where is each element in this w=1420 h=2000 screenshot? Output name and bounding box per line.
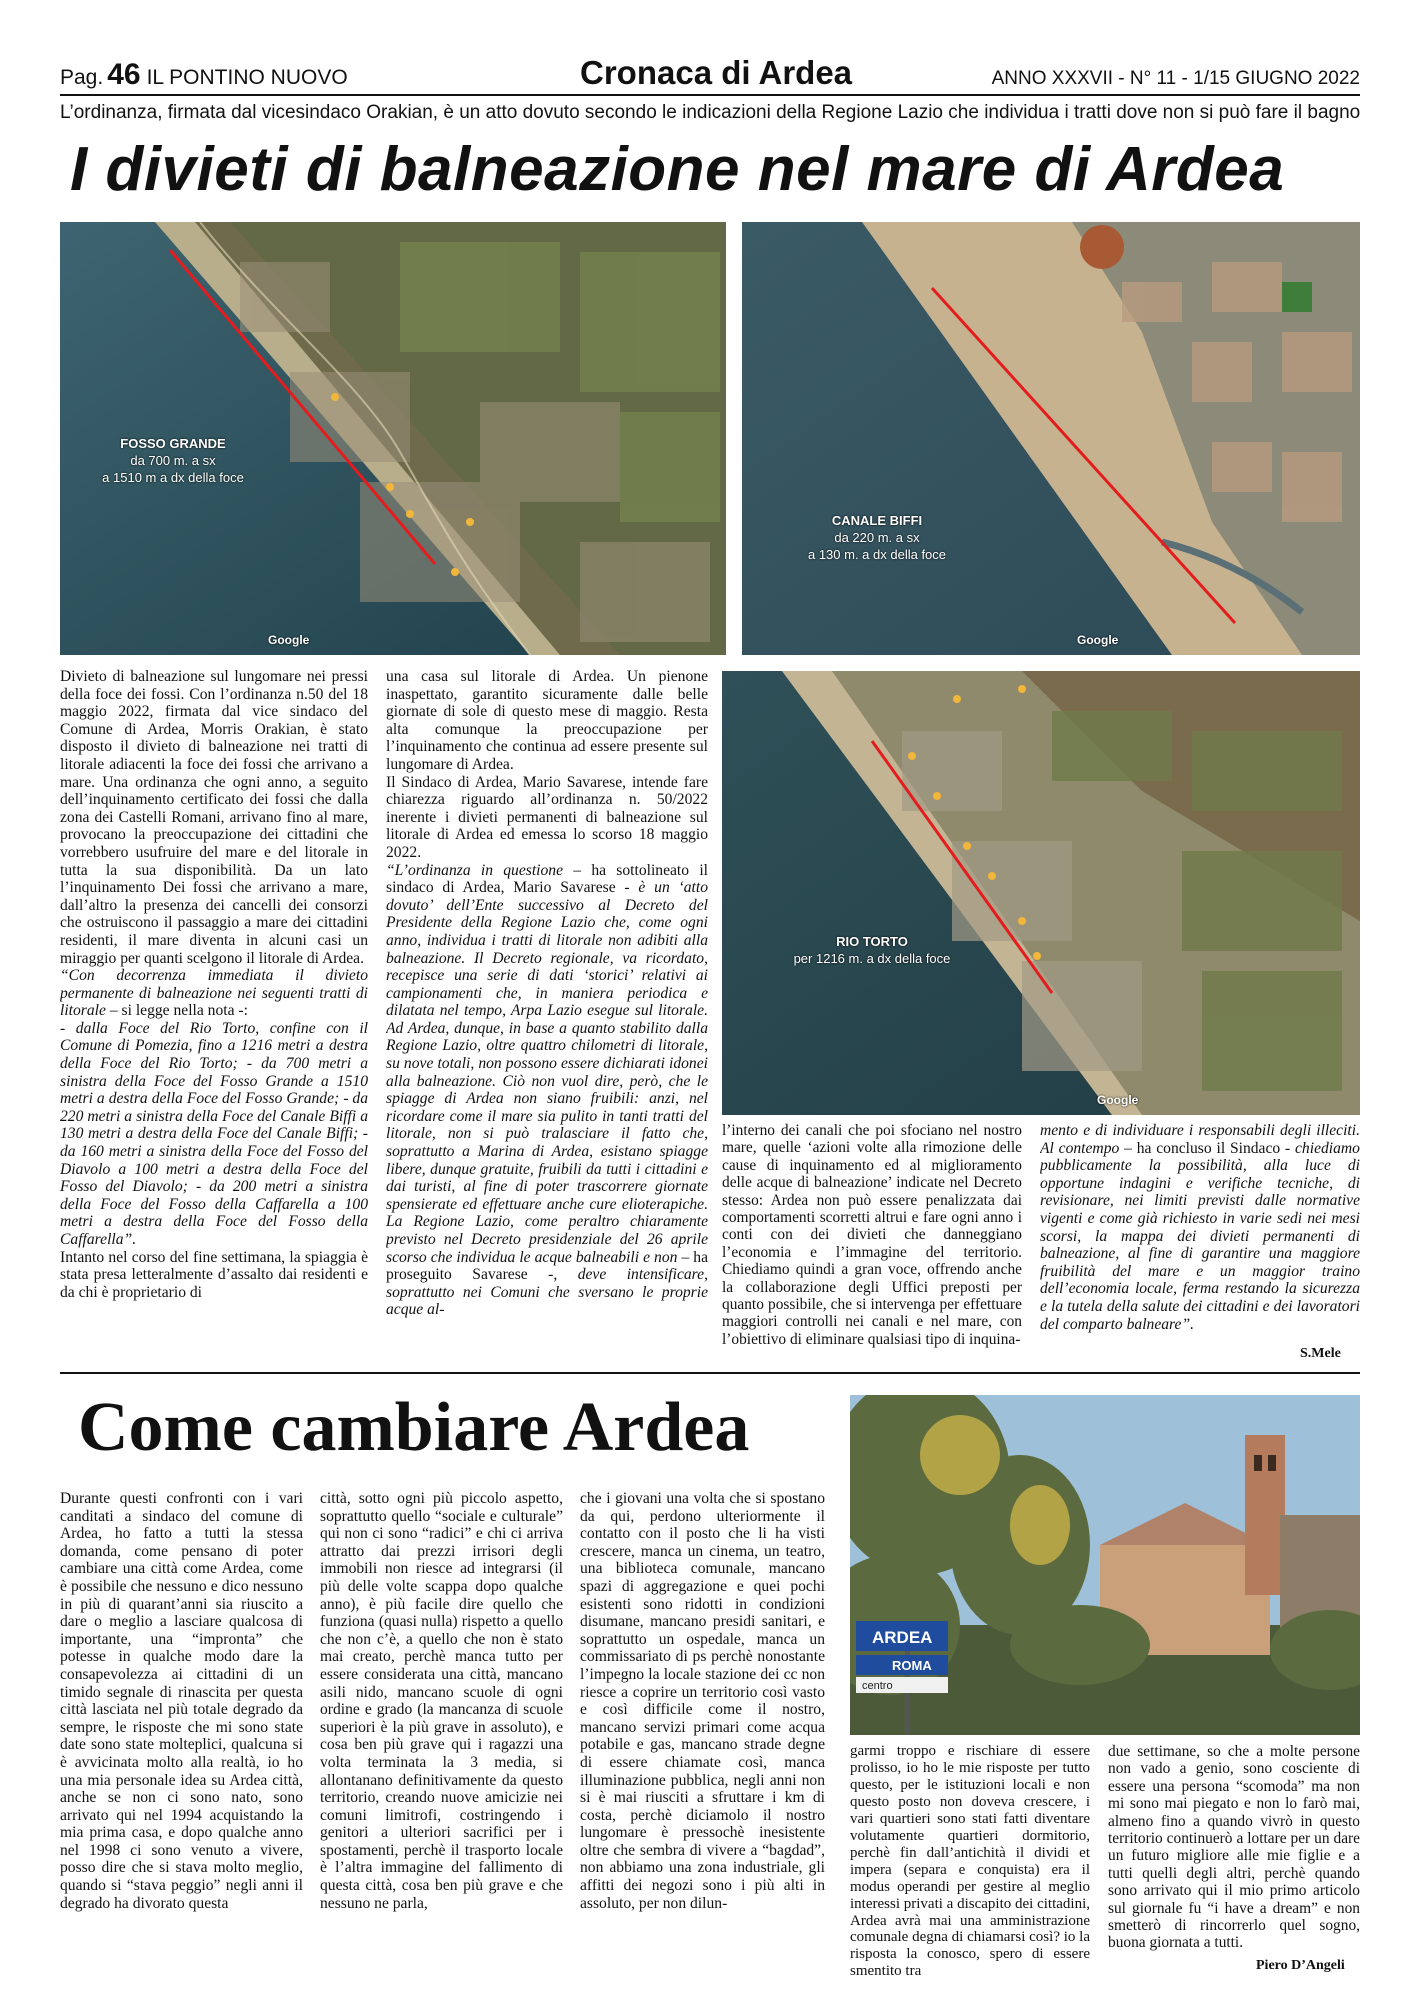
quote-attribution: – si legge nella nota -: (105, 1002, 248, 1020)
quote-text: “Con decorrenza immediata il divieto permanente di balneazione nei seguenti tratti di litorale (60, 967, 368, 1020)
quote-text: chiediamo pubblicamente la possibilità, alla luce di opportune indagini e verifiche tecniche, di revisionare, nei limiti previsti dalle normative vigenti e come già richiesto in varie sedi nei mesi scorsi, la mappa dei divieti permanenti di balneazione, al fine di garantire una maggiore fruibilità del mare e un maggior traino dell’economia locale, ferma restando la sicurezza e la tutela della salute dei cittadini e dei lavoratori del comparto balneare”. (1040, 1139, 1360, 1333)
page-number: 46 (107, 58, 141, 91)
google-credit: Google (268, 633, 310, 647)
map-caption (777, 933, 967, 967)
map-caption-line1: da 220 m. a sx (834, 530, 920, 545)
map-caption-title: RIO TORTO (836, 934, 908, 949)
map-caption-line2: a 1510 m a dx della foce (102, 470, 244, 485)
map-caption-title: FOSSO GRANDE (120, 436, 226, 451)
satellite-image (742, 222, 1360, 655)
quote-text: è un ‘atto dovuto’ dell’Ente successivo al Decreto del Presidente della Regione Lazio che, come ogni anno, individua i tratti di litorale non adibiti alla balneazione. Il Decreto regionale, va ricordato, recepisce una serie di dati ‘storici’ relativi ai campionamenti che, in maniera periodica e dilatata nel tempo, Arpa Lazio esegue sul litorale. Ad Ardea, dunque, in base a quanto stabilito dalla Regione Lazio, oltre quattro chilometri di litorale, su nove totali, non possono essere dichiarati idonei alla balneazione. Ciò non vuol dire, però, che le spiagge di Ardea non siano fruibili: anzi, nel ricordare come il mare sia pulito in tanti tratti del litorale, non si può tralasciare il fatto che, soprattutto a Marina di Ardea, esistano spiagge libere, dunque gratuite, fruibili da tutti i cittadini e dai turisti, al fine di poter trascorrere giornate spensierate ed effettuare anche cure elioterapiche. La Regione Lazio, come peraltro chiaramente previsto nel Decreto presidenziale del 26 aprile scorso che individua le acque balneabili e non (386, 879, 708, 1266)
map-caption-line1: da 700 m. a sx (130, 453, 216, 468)
article2-column-1 (60, 1490, 303, 1980)
map-caption-line1: per 1216 m. a dx della foce (793, 951, 951, 966)
map-caption (78, 435, 268, 486)
article2-column-5 (1108, 1743, 1360, 1953)
paragraph: garmi troppo e rischiare di essere prolisso, io ho le mie risposte per tutto questo, per le istituzioni locali e non questo posto non doveva crescere, i vari quartieri sono stati fatti diventare volutamente quartieri dormitorio, perchè fin dall’antichità il dividi et impera (separa e conquista) era il modus operandi per gestire al meglio interessi privati a discapito dei cittadini, Ardea avrà mai una amministrazione comunale degna di chiamarsi così? io la risposta la conosco, spero di essere smentito tra (850, 1743, 1090, 1980)
page-header (60, 54, 1360, 96)
paragraph (60, 967, 368, 1020)
issue-info: ANNO XXXVII - N° 11 - 1/15 GIUGNO 2022 (991, 68, 1360, 89)
paragraph: l’interno dei canali che poi sfociano nel nostro mare, quelle ‘azioni volte alla rimozione delle cause di inquinamento ed al miglioramento delle acque di balneazione’ indicate nel Decreto stesso: Ardea non può essere penalizzata dai comportamenti scorretti altrui e fare ogni anno i conti con dei divieti che danneggiano l’economia e l’immagine del territorio. Chiediamo quindi a gran voce, offrendo anche la collaborazione degli Uffici preposti per quanto possibile, che si intervenga per effettuare maggiori controlli nei canali e nel mare, con l’obiettivo di eliminare qualsiasi tipo di inquina- (722, 1122, 1022, 1348)
quote-text: mento e di individuare i responsabili degli illeciti. Al contempo (1040, 1122, 1360, 1157)
paragraph: Il Sindaco di Ardea, Mario Savarese, intende fare chiarezza riguardo all’ordinanza n. 50/2022 inerente i divieti permanenti di balneazione sul litorale di Ardea ed emessa lo scorso 18 maggio 2022. (386, 773, 708, 861)
pag-label: Pag. (60, 66, 104, 89)
google-credit: Google (1077, 633, 1119, 647)
article1-kicker: L’ordinanza, firmata dal vicesindaco Orakian, è un atto dovuto secondo le indicazioni della Regione Lazio che individua i tratti dove non si può fare il bagno (60, 102, 1361, 123)
map-caption (782, 512, 972, 563)
paragraph (386, 862, 708, 1319)
article1-column-2 (386, 668, 708, 1361)
paragraph (1040, 1122, 1360, 1333)
paragraph: città, sotto ogni più piccolo aspetto, soprattutto quello “sociale e culturale” qui non ci sono “radici” e chi ci arriva attratto dai prezzi irrisori degli immobili non riesce ad integrarsi (il più delle volte scappa dopo qualche anno), è più facile dire quello che funziona (quasi nulla) rispetto a quello che non c’è, a quello che non è stato mai creato, perchè manca tutto per essere considerata una città, mancano asili nido, mancano scuole di ogni ordine e grado (la mancanza di scuole superiori è la più grave in assoluto), e cosa ben più grave qui i ragazzi una volta terminata la 3 media, si allontanano definitivamente da questo territorio, creando nuove amicizie nei comuni limitrofi, costringendo i genitori a ulteriori sacrifici per i spostamenti, perchè il trasporto locale è l’altra immagine del fallimento di questa città, cosa ben più grave e che nessuno ne parla, (320, 1490, 563, 1912)
page-number-block (60, 58, 348, 92)
article1-column-4 (1040, 1122, 1360, 1350)
quote-text: deve intensificare, soprattutto nei Comuni che sversano le proprie acque al- (386, 1266, 708, 1319)
article2-headline: Come cambiare Ardea (78, 1389, 750, 1466)
sign-ardea: ARDEA (872, 1628, 933, 1647)
map-caption-title: CANALE BIFFI (831, 513, 923, 528)
article1-column-1 (60, 668, 368, 1361)
newspaper-name: IL PONTINO NUOVO (146, 66, 348, 89)
quote-attribution: – ha concluso il Sindaco - (1119, 1139, 1296, 1157)
map-rio-torto (722, 671, 1360, 1115)
article1-signature: S.Mele (1300, 1346, 1341, 1361)
paragraph: una casa sul litorale di Ardea. Un pienone inaspettato, garantito sicuramente dalle belle giornate di sole di questo mese di maggio. Resta alta comunque la preoccupazione per l’inquinamento che continua ad essere presente sul lungomare di Ardea. (386, 668, 708, 773)
paragraph: che i giovani una volta che si spostano da qui, perdono ulteriormente il contatto con il posto che li ha visti crescere, manca un cinema, un teatro, una biblioteca comunale, mancano spazi di aggregazione e quei pochi esistenti sono ridotti in condizioni disumane, mancano presidi sanitari, e soprattutto un ospedale, manca un commissariato di ps perchè nonostante l’impegno la locale stazione dei cc non riesce a coprire un territorio così vasto e così difficile come il nostro, mancano servizi primari come acqua potabile e gas, mancano strade degne di essere chiamate così, manca illuminazione pubblica, negli anni non si è mai riusciti a sfruttare i km di costa, perchè diciamolo il nostro lungomare è pressochè inesistente oltre che sembra di vivere a “bagdad”, non abbiamo una zona industriale, gli affitti dei negozi sono i più alti in assoluto, per non dilun- (580, 1490, 825, 1912)
paragraph: Durante questi confronti con i vari canditati a sindaco del comune di Ardea, ho fatto a tutti la stessa domanda, come pensano di poter cambiare una città come Ardea, come è possibile che nessuno e dico nessuno in più di quarant’anni sia riuscito a dare o meglio a lasciare qualcosa di importante, una “impronta” che potesse in qualche modo dare la consapevolezza ai cittadini di un timido segnale di rinascita per questa città lasciata nel più totale degrado da sempre, le risposte che mi sono state date sono state molteplici, qualcuna si è avvicinata molto alla realtà, io ho una mia personale idea su Ardea città, anche se non ci sono nato, sono arrivato qui nel 1994 acquistando la mia prima casa, e dopo qualche anno nel 1998 ci sono venuto a vivere, posso dire che si stava molto meglio, quando si “stava peggio” negli anni il degrado ha divorato questa (60, 1490, 303, 1912)
quote-text: “L’ordinanza in questione (386, 861, 564, 879)
paragraph: due settimane, so che a molte persone non vado a genio, sono cosciente di essere una persona “scomoda” ma non mi sono mai piegato e non lo farò mai, almeno fino a quando vivrò in questo territorio continuerò a lottare per un dare un futuro migliore alle mie figlie e a tutti quelli degli altri, perchè quando sono arrivato qui il mio primo articolo sul giornale fu “i have a dream” e non smetterò di rincorrerlo quel sogno, buona giornata a tutti. (1108, 1743, 1360, 1952)
quote-attribution: – ha sottolineato il sindaco di Ardea, Mario Savarese - (386, 861, 708, 897)
article2-column-4 (850, 1743, 1090, 1980)
google-credit: Google (1097, 1093, 1139, 1107)
article2-signature: Piero D’Angeli (1256, 1958, 1345, 1973)
satellite-image (722, 671, 1360, 1115)
prohibition-list: - dalla Foce del Rio Torto, confine con il Comune di Pomezia, fino a 1216 metri a destra della Foce del Rio Torto; - da 700 metri a sinistra della Foce del Fosso Grande a 1510 metri a destra della Foce del Fosso Grande; - da 220 metri a sinistra della Foce del Canale Biffi a 130 metri a destra della Foce del Canale Biffi; - da 160 metri a sinistra della Foce del Fosso del Diavolo a 100 metri a destra della Foce del Fosso del Diavolo; - da 200 metri a sinistra della Foce del Fosso della Caffarella a 100 metri a destra della Foce del Fosso della Caffarella”. (60, 1019, 368, 1248)
ardea-photo (850, 1395, 1360, 1735)
map-fosso-grande (60, 222, 726, 655)
article2-column-3 (580, 1490, 825, 1980)
sign-roma: ROMA (892, 1658, 932, 1673)
quote-attribution: – ha proseguito Savarese -, (386, 1248, 708, 1284)
photo-image (850, 1395, 1360, 1735)
sign-centro: centro (862, 1680, 893, 1692)
section-title: Cronaca di Ardea (580, 54, 853, 91)
article2-column-2 (320, 1490, 563, 1980)
article1-column-3 (722, 1122, 1022, 1362)
article1-headline: I divieti di balneazione nel mare di Ardea (70, 135, 1285, 204)
map-caption-line2: a 130 m. a dx della foce (807, 547, 947, 562)
paragraph: Divieto di balneazione sul lungomare nei pressi della foce dei fossi. Con l’ordinanza n.50 del 18 maggio 2022, firmata dal vice sindaco del Comune di Ardea, Morris Orakian, è stato disposto il divieto di balneazione nei tratti di litorale adiacenti la foce dei fossi che arrivano a mare. Una ordinanza che ogni anno, a seguito dell’inquinamento certificato dei fossi che dalla zona dei Castelli Romani, arrivano fino al mare, provocano la preoccupazione dei cittadini che vorrebbero usufruire del mare e del litorale in tutta la sua disponibilità. Da un lato l’inquinamento Dei fossi che arrivano a mare, dall’altro la presenza dei cancelli dei consorzi che ostruiscono il passaggio a mare dei cittadini residenti, il mare diventa in alcuni casi un miraggio per quanti scelgono il litorale di Ardea. (60, 668, 368, 967)
paragraph: Intanto nel corso del fine settimana, la spiaggia è stata presa letteralmente d’assalto dai residenti e da chi è proprietario di (60, 1248, 368, 1301)
map-canale-biffi (742, 222, 1360, 655)
article-separator (60, 1372, 1360, 1374)
